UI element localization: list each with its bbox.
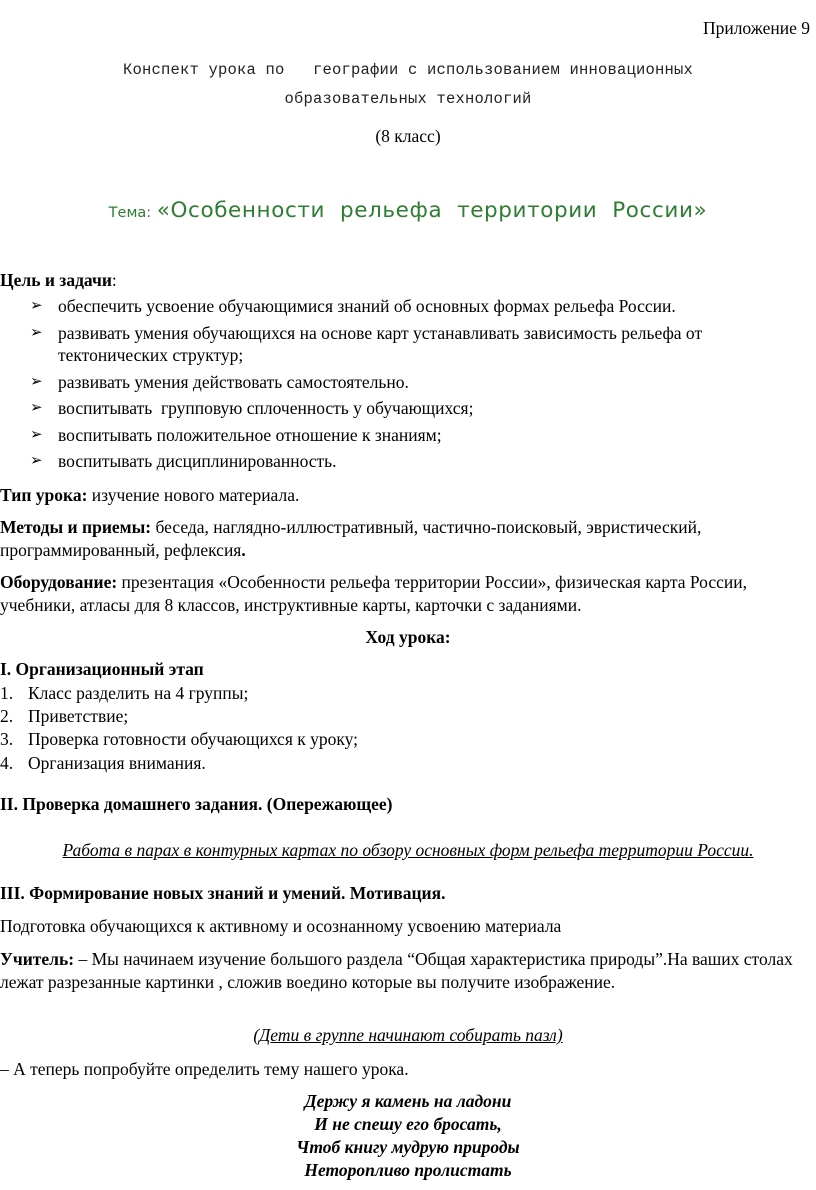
list-text: Организация внимания. — [28, 752, 206, 773]
teacher-label: Учитель: — [0, 949, 75, 969]
list-text: Класс разделить на 4 группы; — [28, 683, 249, 703]
goal-item — [0, 295, 810, 318]
list-number: 2. — [0, 706, 14, 727]
list-item — [0, 682, 358, 705]
goal-text: развивать умения действовать самостоятельно. — [58, 371, 409, 392]
list-text: Приветствие; — [28, 706, 129, 727]
goal-text: обеспечить усвоение обучающимися знаний об основных формах рельефа России. — [58, 296, 676, 316]
methods-text: беседа, наглядно-иллюстративный, частично-поисковый, эвристический, программированный, рефлексия — [0, 517, 702, 560]
stage3-heading-text: III. Формирование новых знаний и умений. Мотивация. — [0, 883, 446, 903]
goal-item — [0, 397, 810, 420]
goal-text: развивать умения обучающихся на основе карт устанавливать зависимость рельефа от тектонических структур; — [58, 322, 703, 365]
arrow-bullet-icon: ➢ — [30, 400, 43, 416]
list-number: 3. — [0, 729, 14, 750]
list-text: Проверка готовности обучающихся к уроку; — [28, 729, 359, 750]
goal-item — [0, 322, 810, 367]
goals-heading-label: Цель и задачи — [0, 270, 112, 290]
stage2-heading — [0, 793, 810, 816]
arrow-bullet-icon: ➢ — [30, 324, 43, 341]
teacher-question: – А теперь попробуйте определить тему нашего урока. — [0, 1059, 409, 1079]
goals-heading-colon: : — [111, 270, 117, 290]
topic-text: «Особенности рельефа территории России» — [156, 198, 708, 223]
equipment-text: презентация «Особенности рельефа территории России», физическая карта России, учебники, атласы для 8 классов, инструктивные карты, карточки с заданиями. — [0, 572, 747, 615]
course-heading-text: Ход урока: — [365, 627, 451, 647]
stage3-prep: Подготовка обучающихся к активному и осознанному усвоению материала — [0, 916, 562, 936]
goal-item — [0, 424, 810, 447]
stage2-task: Работа в парах в контурных картах по обзору основных форм рельефа территории России. — [62, 840, 754, 860]
goal-item — [0, 450, 810, 473]
lesson-type — [0, 484, 810, 507]
stage1-heading — [0, 658, 810, 681]
goal-text: воспитывать групповую сплоченность у обучающихся; — [58, 398, 474, 418]
activity-note: (Дети в группе начинают собирать пазл) — [253, 1025, 563, 1045]
methods-label: Методы и приемы: — [0, 517, 152, 537]
lesson-type-text: изучение нового материала. — [87, 485, 300, 505]
methods — [0, 516, 810, 561]
list-item — [0, 728, 358, 751]
teacher-speech — [0, 948, 810, 993]
list-item — [0, 752, 358, 775]
stage1-list — [0, 682, 358, 775]
appendix-label: Приложение 9 — [702, 18, 810, 38]
poem-line: И не спешу его бросать, — [314, 1114, 502, 1134]
goal-text: воспитывать положительное отношение к знаниям; — [58, 424, 442, 445]
poem-line: Чтоб книгу мудрую природы — [296, 1137, 520, 1157]
lesson-type-label: Тип урока: — [0, 485, 88, 505]
equipment-label: Оборудование: — [0, 572, 118, 592]
document-title-line-2: образовательных технологий — [284, 90, 532, 108]
arrow-bullet-icon: ➢ — [30, 298, 43, 314]
poem-line: Неторопливо пролистать — [304, 1160, 512, 1180]
topic-label: Тема: — [108, 205, 152, 221]
arrow-bullet-icon: ➢ — [30, 426, 43, 443]
grade-label: (8 класс) — [375, 126, 441, 146]
stage2-heading-text: II. Проверка домашнего задания. (Опережающее) — [0, 794, 393, 814]
poem — [0, 1090, 816, 1182]
stage3-heading — [0, 882, 810, 905]
teacher-text: – Мы начинаем изучение большого раздела “Общая характеристика природы”.На ваших столах лежат разрезанные картинки , сложив воедино которые вы получите изображение. — [0, 949, 793, 992]
document-title-line-1: Конспект урока по географии с использованием инновационных — [122, 61, 694, 79]
goals-list — [0, 295, 810, 477]
goal-item — [0, 371, 810, 394]
equipment — [0, 571, 810, 616]
arrow-bullet-icon: ➢ — [30, 453, 43, 469]
list-item — [0, 705, 358, 728]
methods-end: . — [241, 539, 246, 560]
goal-text: воспитывать дисциплинированность. — [58, 451, 337, 471]
goals-heading — [0, 270, 117, 291]
course-heading — [0, 626, 816, 649]
list-number: 4. — [0, 752, 14, 773]
stage1-heading-text: I. Организационный этап — [0, 659, 204, 679]
document-title — [0, 56, 816, 114]
poem-line: Держу я камень на ладони — [304, 1091, 512, 1111]
arrow-bullet-icon: ➢ — [30, 373, 43, 390]
lesson-topic — [0, 198, 816, 223]
list-number: 1. — [0, 683, 14, 703]
